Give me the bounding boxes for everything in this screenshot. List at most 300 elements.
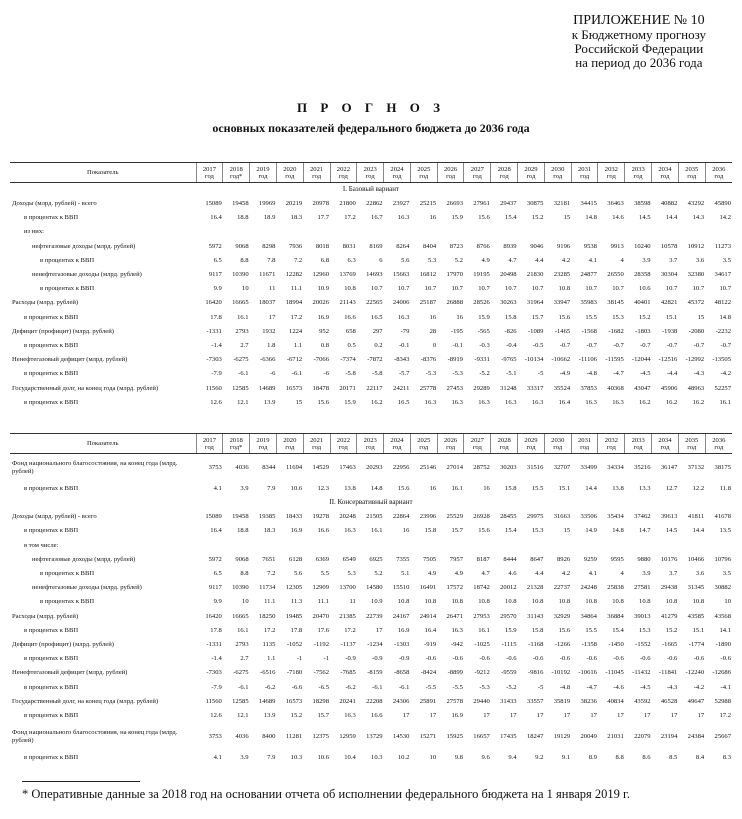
value-cell (544, 538, 571, 552)
value-cell: 13.8 (344, 485, 356, 493)
value-cell: -0.7 (586, 341, 597, 349)
value-cell: -1192 (313, 640, 329, 648)
value-cell: 19485 (285, 612, 303, 620)
forecast-table-2 (10, 433, 732, 765)
value-cell: 10.8 (612, 598, 624, 606)
value-cell: -11595 (605, 356, 624, 364)
value-cell: 11.1 (290, 285, 303, 293)
value-cell: 10578 (660, 242, 678, 250)
row-label: в процентах к ВВП (40, 285, 95, 293)
value-cell: 12.6 (210, 711, 222, 719)
value-cell: 16.3 (612, 398, 624, 406)
value-cell: 16 (429, 214, 437, 222)
value-cell: 26888 (446, 299, 463, 307)
value-cell: 29289 (473, 384, 490, 392)
value-cell: 8.5 (669, 754, 678, 762)
value-cell: 16665 (232, 612, 249, 620)
value-cell: 52257 (714, 384, 731, 392)
value-cell: 17.2 (344, 214, 356, 222)
header-year: 2029 год (518, 434, 545, 454)
value-cell: -1052 (286, 640, 303, 648)
value-cell: 17.7 (317, 214, 329, 222)
value-cell: 30875 (526, 200, 544, 208)
value-cell: 22079 (634, 733, 651, 740)
value-cell: -1568 (581, 327, 597, 335)
value-cell: 16.9 (397, 626, 410, 634)
value-cell: 36147 (660, 464, 678, 472)
appendix-line-3: Российской Федерации (574, 41, 704, 56)
header-year: 2031 год (571, 434, 598, 454)
header-year: 2020 год (276, 163, 303, 183)
value-cell: 15.9 (344, 398, 356, 406)
value-cell: -5.1 (506, 370, 517, 378)
value-cell (357, 225, 384, 239)
value-cell: 6.5 (213, 256, 222, 264)
value-cell: 22737 (553, 584, 571, 592)
value-cell: 16.3 (424, 398, 437, 406)
value-cell: 16.4 (424, 626, 437, 634)
value-cell: 16 (402, 527, 410, 535)
value-cell: 16.7 (371, 214, 383, 222)
header-year: 2035 год (678, 163, 705, 183)
value-cell: 43047 (634, 384, 651, 392)
value-cell: 15 (563, 214, 571, 222)
value-cell: 32707 (553, 464, 571, 472)
value-cell: -8658 (394, 669, 410, 677)
value-cell: 10.3 (371, 754, 383, 762)
value-cell: 24248 (580, 584, 597, 592)
value-cell: 16.1 (237, 313, 249, 321)
value-cell: 10176 (660, 555, 678, 563)
value-cell: -6275 (233, 669, 249, 677)
value-cell: 10.6 (290, 485, 303, 493)
value-cell: 14.7 (639, 527, 651, 535)
value-cell: 16.3 (344, 527, 356, 535)
value-cell: 17.2 (263, 626, 276, 634)
value-cell: 16 (456, 313, 463, 321)
value-cell (464, 538, 491, 552)
value-cell: 5.3 (347, 570, 356, 578)
value-cell: -9765 (501, 356, 517, 364)
value-cell: 658 (345, 327, 356, 335)
value-cell: 48963 (687, 384, 705, 392)
value-cell: 13729 (366, 733, 383, 740)
value-cell: 10.8 (478, 598, 490, 606)
value-cell: 23194 (660, 733, 678, 740)
value-cell: 17.8 (210, 626, 222, 634)
value-cell: -7685 (340, 669, 356, 677)
value-cell: 17 (429, 711, 437, 719)
value-cell: -4.6 (613, 683, 624, 691)
header-indicator: Показатель (10, 434, 196, 454)
value-cell: 16.5 (371, 313, 383, 321)
value-cell: 10.7 (451, 285, 463, 293)
value-cell: -10662 (551, 356, 571, 364)
header-year: 2024 год (384, 434, 411, 454)
value-cell: 18994 (285, 299, 303, 307)
value-cell: 10.4 (344, 754, 356, 762)
value-cell (223, 225, 250, 239)
value-cell: -10134 (524, 356, 544, 364)
value-cell: 41279 (660, 612, 678, 620)
value-cell: 20293 (366, 464, 383, 472)
value-cell: 8344 (262, 464, 276, 472)
value-cell: 8766 (476, 242, 490, 250)
value-cell: 10.8 (665, 598, 678, 606)
value-cell: 16.6 (371, 711, 383, 719)
value-cell: -6.1 (238, 370, 249, 378)
value-cell: 20049 (580, 733, 597, 740)
value-cell: 20498 (500, 271, 517, 279)
value-cell: 16.3 (505, 398, 517, 406)
row-label: в процентах к ВВП (24, 655, 79, 663)
value-cell: -1803 (635, 327, 651, 335)
value-cell: 4.4 (535, 256, 544, 264)
value-cell: 15925 (446, 733, 463, 740)
value-cell: 16.4 (558, 398, 571, 406)
value-cell: -0.6 (613, 655, 624, 663)
value-cell: -7872 (367, 356, 383, 364)
value-cell: -0.1 (398, 341, 410, 349)
value-cell: 28358 (634, 271, 651, 279)
value-cell: -1665 (661, 640, 678, 648)
value-cell: 35983 (580, 299, 597, 307)
value-cell: -0.6 (559, 655, 571, 663)
value-cell: -1115 (501, 640, 517, 648)
value-cell: 15.3 (531, 527, 544, 535)
value-cell: -4.3 (693, 370, 705, 378)
value-cell: 16420 (205, 612, 222, 620)
value-cell: 15.6 (478, 214, 490, 222)
value-cell: 43568 (714, 612, 731, 620)
value-cell: -5 (537, 683, 544, 691)
value-cell: 17 (402, 711, 410, 719)
value-cell: -11432 (632, 669, 651, 677)
document-subtitle: основных показателей федерального бюджета до 2036 года (212, 121, 530, 135)
value-cell: 10.8 (451, 598, 463, 606)
value-cell: -1331 (206, 327, 222, 335)
header-year: 2017 год (196, 163, 223, 183)
value-cell: 33557 (526, 697, 544, 705)
header-year: 2030 год (544, 163, 571, 183)
value-cell: 12.3 (317, 485, 329, 493)
value-cell: 15.8 (505, 313, 517, 321)
value-cell: 27953 (473, 612, 490, 620)
row-label: в процентах к ВВП (40, 570, 95, 578)
value-cell: 38175 (714, 464, 731, 472)
value-cell: 10.8 (397, 598, 410, 606)
value-cell: 0.2 (374, 341, 383, 349)
value-cell: -1137 (340, 640, 356, 648)
value-cell: 15.4 (505, 527, 517, 535)
value-cell: 12.1 (237, 711, 249, 719)
table-row (10, 253, 732, 267)
value-cell: 12585 (232, 697, 249, 705)
value-cell (705, 538, 732, 552)
value-cell: 1224 (289, 327, 303, 335)
value-cell: -10192 (551, 669, 571, 677)
header-year: 2026 год (437, 434, 464, 454)
value-cell: 10.8 (585, 598, 597, 606)
header-year: 2035 год (678, 434, 705, 454)
value-cell: 16.9 (451, 711, 463, 719)
value-cell: 13.5 (719, 527, 731, 535)
value-cell (410, 538, 437, 552)
value-cell: 43585 (687, 612, 705, 620)
value-cell: 10.7 (585, 285, 597, 293)
value-cell: -6.1 (372, 683, 383, 691)
section-title: II. Консервативный вариант (329, 498, 413, 507)
value-cell: -11045 (605, 669, 624, 677)
value-cell: 36463 (607, 200, 624, 208)
value-cell: 17 (536, 711, 544, 719)
value-cell: 17 (376, 626, 383, 634)
value-cell (196, 225, 223, 239)
value-cell: -8899 (447, 669, 463, 677)
value-cell: 12.2 (692, 485, 705, 493)
value-cell: 41678 (714, 513, 731, 521)
value-cell: 10.8 (505, 598, 517, 606)
value-cell: 31516 (526, 464, 544, 472)
row-label: в процентах к ВВП (24, 214, 79, 222)
value-cell: 16.3 (478, 398, 490, 406)
header-indicator: Показатель (10, 163, 196, 183)
value-cell: 10390 (232, 271, 249, 279)
value-cell: 8400 (262, 733, 276, 740)
value-cell: 28455 (500, 513, 517, 521)
value-cell: 14.9 (585, 527, 597, 535)
table-row (10, 282, 732, 296)
value-cell: 14693 (366, 271, 383, 279)
value-cell: 16.4 (210, 527, 222, 535)
value-cell: 16.6 (317, 527, 329, 535)
value-cell: 11.8 (719, 485, 731, 493)
value-cell: 45906 (660, 384, 678, 392)
row-label: в процентах к ВВП (24, 626, 79, 634)
value-cell: 17 (483, 711, 490, 719)
value-cell: 2793 (235, 640, 249, 648)
value-cell: -4.5 (640, 370, 651, 378)
value-cell: -0.7 (559, 341, 571, 349)
value-cell: -0.6 (452, 655, 463, 663)
value-cell: 18.9 (263, 214, 276, 222)
value-cell: 38145 (607, 299, 624, 307)
value-cell: 10 (724, 598, 731, 606)
value-cell: 11694 (285, 464, 303, 472)
value-cell (571, 538, 598, 552)
row-label: в процентах к ВВП (24, 527, 79, 535)
header-year: 2032 год (598, 163, 625, 183)
value-cell: 15 (295, 398, 303, 406)
value-cell: 4.7 (508, 256, 517, 264)
table-row (10, 267, 732, 281)
value-cell: 10.7 (692, 285, 705, 293)
value-cell: 16.3 (344, 711, 356, 719)
value-cell: -5 (537, 370, 544, 378)
value-cell: 18.8 (237, 527, 249, 535)
row-label: в процентах к ВВП (24, 313, 79, 321)
value-cell: 5.6 (293, 570, 303, 578)
value-cell: 30304 (660, 271, 678, 279)
header-year: 2018 год* (223, 434, 250, 454)
value-cell: 10.8 (558, 285, 571, 293)
value-cell: -1774 (688, 640, 705, 648)
value-cell: 8.6 (642, 754, 651, 762)
value-cell: 10.7 (424, 285, 437, 293)
value-cell: -4.8 (559, 683, 571, 691)
value-cell: 6.5 (213, 570, 222, 578)
value-cell: 3.6 (695, 570, 705, 578)
value-cell: 16573 (285, 697, 303, 705)
header-year: 2033 год (625, 163, 652, 183)
value-cell: 16573 (285, 384, 303, 392)
value-cell: -1938 (661, 327, 678, 335)
value-cell: 10.8 (344, 285, 356, 293)
value-cell: 24306 (392, 697, 410, 705)
value-cell: 15.8 (531, 626, 544, 634)
table-row (10, 395, 732, 409)
value-cell: 8939 (503, 242, 517, 250)
table-row (10, 637, 732, 651)
value-cell: 10466 (687, 555, 705, 563)
row-label: в процентах к ВВП (24, 754, 79, 762)
value-cell: 12282 (285, 271, 303, 279)
value-cell: 19129 (553, 733, 571, 740)
value-cell: 4036 (235, 464, 249, 472)
value-cell: 7651 (262, 555, 276, 563)
value-cell: 10 (242, 598, 249, 606)
value-cell: 3.9 (642, 570, 651, 578)
value-cell: 38236 (580, 697, 597, 705)
value-cell: -1089 (527, 327, 544, 335)
value-cell: 20470 (312, 612, 329, 620)
value-cell: 14689 (258, 384, 276, 392)
value-cell: 24167 (392, 612, 410, 620)
row-label: из них: (24, 228, 44, 236)
value-cell: 46528 (660, 697, 678, 705)
value-cell: 11.1 (264, 598, 276, 606)
value-cell: -4.7 (613, 370, 624, 378)
value-cell: 16420 (205, 299, 222, 307)
value-cell: 24384 (687, 733, 705, 740)
value-cell: 34617 (714, 271, 731, 279)
value-cell: 25891 (419, 697, 437, 705)
value-cell: -5.2 (479, 370, 490, 378)
value-cell: 33499 (580, 464, 597, 472)
value-cell: 15.7 (451, 527, 463, 535)
value-cell: 10.9 (317, 285, 329, 293)
value-cell: 17 (643, 711, 651, 719)
value-cell: 20012 (500, 584, 517, 592)
value-cell: 14.8 (612, 527, 624, 535)
value-cell: 25529 (446, 513, 463, 521)
value-cell: 29570 (500, 612, 517, 620)
value-cell: 6.8 (320, 256, 329, 264)
value-cell: 21328 (526, 584, 544, 592)
value-cell: -8919 (447, 356, 463, 364)
appendix-number: ПРИЛОЖЕНИЕ № 10 (573, 13, 705, 28)
header-year: 2021 год (303, 434, 330, 454)
value-cell: 5.3 (427, 256, 437, 264)
value-cell: 43592 (634, 697, 651, 705)
value-cell: -7.9 (211, 683, 222, 691)
row-label: в процентах к ВВП (24, 485, 79, 493)
header-year: 2021 год (303, 163, 330, 183)
row-label: ненефтегазовые доходы (млрд. рублей) (32, 271, 142, 279)
value-cell: 17 (509, 711, 517, 719)
header-year: 2028 год (491, 163, 518, 183)
table-row (10, 482, 732, 496)
value-cell: 19458 (232, 513, 249, 521)
value-cell: -826 (504, 327, 517, 335)
row-label: в процентах к ВВП (40, 598, 95, 606)
value-cell: -0.6 (693, 655, 705, 663)
value-cell (678, 538, 705, 552)
value-cell: -1450 (608, 640, 624, 648)
value-cell: 24006 (392, 299, 410, 307)
value-cell: -0.7 (720, 341, 731, 349)
value-cell: 23927 (392, 200, 410, 208)
value-cell: 25215 (419, 200, 437, 208)
value-cell: -12686 (712, 669, 731, 677)
value-cell: 26550 (607, 271, 624, 279)
value-cell: 40882 (660, 200, 678, 208)
value-cell (384, 225, 411, 239)
value-cell: -12992 (685, 356, 705, 364)
value-cell: 3753 (208, 733, 222, 740)
value-cell: 0.8 (320, 341, 329, 349)
value-cell: 16.9 (317, 313, 329, 321)
table-row (10, 723, 732, 751)
table-row (10, 552, 732, 566)
value-cell: -11841 (658, 669, 678, 677)
value-cell: 52988 (714, 697, 731, 705)
value-cell (437, 225, 464, 239)
value-cell: 16657 (473, 733, 490, 740)
table-row (10, 225, 732, 239)
value-cell: 0 (432, 341, 437, 349)
value-cell: 9117 (208, 271, 222, 279)
value-cell: 22956 (392, 464, 410, 472)
value-cell: 10 (429, 754, 437, 762)
value-cell: 14.2 (719, 214, 731, 222)
header-year: 2030 год (544, 434, 571, 454)
value-cell: -1465 (554, 327, 571, 335)
value-cell: -1 (296, 655, 303, 663)
row-label: в процентах к ВВП (24, 683, 79, 691)
value-cell: 10.7 (719, 285, 731, 293)
value-cell: 13.9 (263, 398, 276, 406)
value-cell: 40401 (634, 299, 651, 307)
value-cell: -5.3 (425, 370, 437, 378)
value-cell: -2232 (715, 327, 731, 335)
header-year: 2022 год (330, 434, 357, 454)
value-cell: 8.9 (588, 754, 597, 762)
table-row (10, 708, 732, 722)
value-cell: 17463 (339, 464, 356, 472)
value-cell: 8.3 (722, 754, 731, 762)
value-cell: -0.9 (372, 655, 383, 663)
value-cell: -1266 (554, 640, 571, 648)
value-cell: 16.1 (478, 626, 490, 634)
value-cell: 14530 (392, 733, 410, 740)
value-cell: 15.6 (478, 527, 490, 535)
value-cell: 11560 (205, 697, 222, 705)
value-cell: 7.9 (267, 485, 276, 493)
value-cell: 30882 (714, 584, 731, 592)
value-cell: 18742 (473, 584, 490, 592)
value-cell: -0.7 (693, 341, 705, 349)
